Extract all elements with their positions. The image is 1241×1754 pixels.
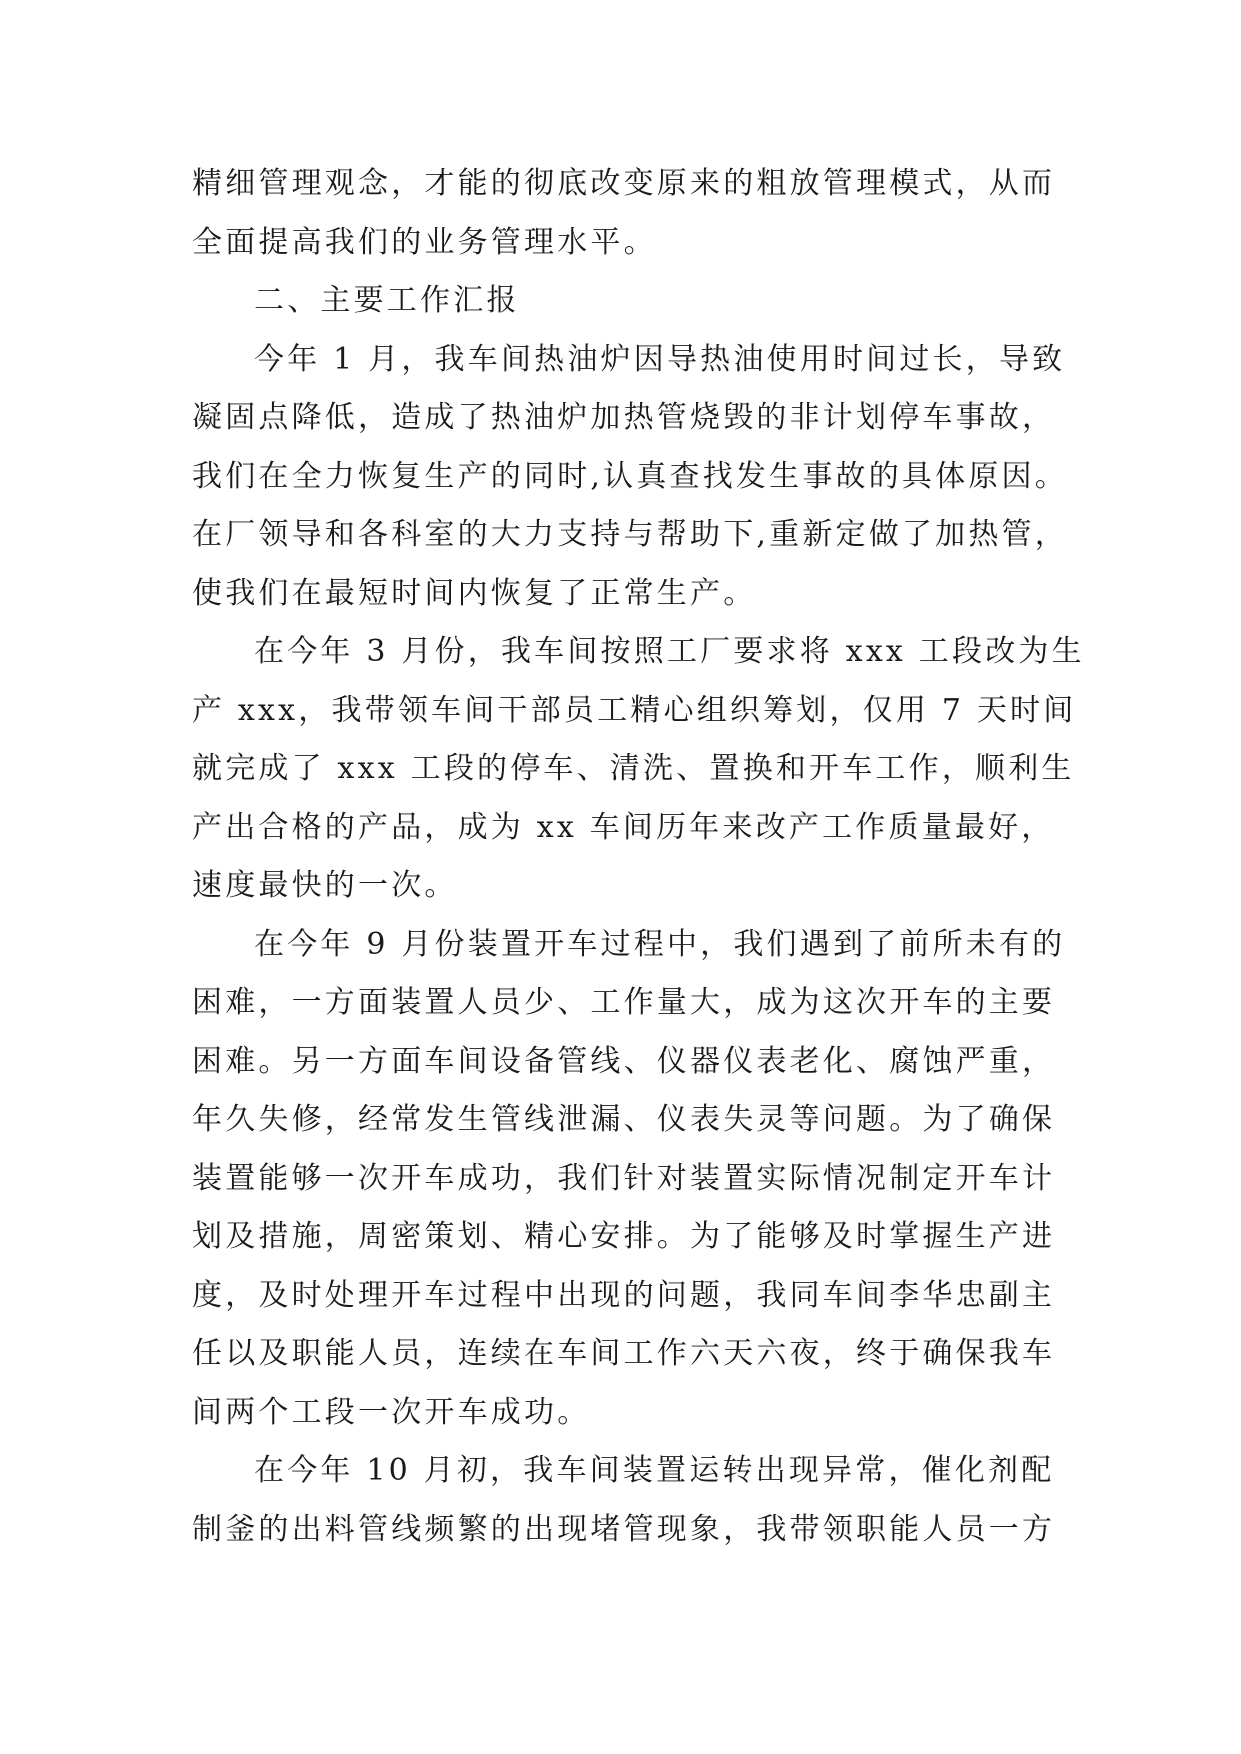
text-line: 今年 1 月，我车间热油炉因导热油使用时间过长，导致 <box>254 341 1066 377</box>
document-body <box>192 155 1085 1559</box>
text-line: 年久失修，经常发生管线泄漏、仪表失灵等问题。为了确保 <box>192 1102 1056 1137</box>
text-line: 困难。另一方面车间设备管线、仪器仪表老化、腐蚀严重， <box>192 1043 1056 1079</box>
text-line: 任以及职能人员，连续在车间工作六天六夜，终于确保我车 <box>192 1336 1056 1371</box>
text-line: 困难，一方面装置人员少、工作量大，成为这次开车的主要 <box>192 985 1056 1020</box>
text-line: 就完成了 xxx 工段的停车、清洗、置换和开车工作，顺利生 <box>192 751 1075 786</box>
text-line: 我们在全力恢复生产的同时,认真查找发生事故的具体原因。 <box>192 458 1068 494</box>
text-line: 产出合格的产品，成为 xx 车间历年来改产工作质量最好， <box>192 809 1055 845</box>
text-line: 全面提高我们的业务管理水平。 <box>192 224 657 260</box>
text-line: 在今年 10 月初，我车间装置运转出现异常，催化剂配 <box>254 1453 1055 1488</box>
text-line: 装置能够一次开车成功，我们针对装置实际情况制定开车计 <box>192 1160 1056 1196</box>
text-line: 制釜的出料管线频繁的出现堵管现象，我带领职能人员一方 <box>192 1511 1056 1547</box>
text-line: 速度最快的一次。 <box>192 868 458 903</box>
text-line: 间两个工段一次开车成功。 <box>192 1394 591 1430</box>
text-line: 凝固点降低，造成了热油炉加热管烧毁的非计划停车事故， <box>192 400 1056 435</box>
text-line: 划及措施，周密策划、精心安排。为了能够及时掌握生产进 <box>192 1219 1056 1254</box>
text-line: 在今年 9 月份装置开车过程中，我们遇到了前所未有的 <box>254 926 1066 962</box>
text-line: 在厂领导和各科室的大力支持与帮助下,重新定做了加热管， <box>192 517 1068 552</box>
text-line: 精细管理观念，才能的彻底改变原来的粗放管理模式，从而 <box>192 166 1056 201</box>
text-line: 度，及时处理开车过程中出现的问题，我同车间李华忠副主 <box>192 1277 1056 1313</box>
text-line: 在今年 3 月份，我车间按照工厂要求将 xxx 工段改为生 <box>254 634 1085 669</box>
text-line: 使我们在最短时间内恢复了正常生产。 <box>192 575 757 611</box>
text-line: 产 xxx，我带领车间干部员工精心组织筹划，仅用 7 天时间 <box>192 692 1077 728</box>
section-heading: 二、主要工作汇报 <box>254 283 520 318</box>
